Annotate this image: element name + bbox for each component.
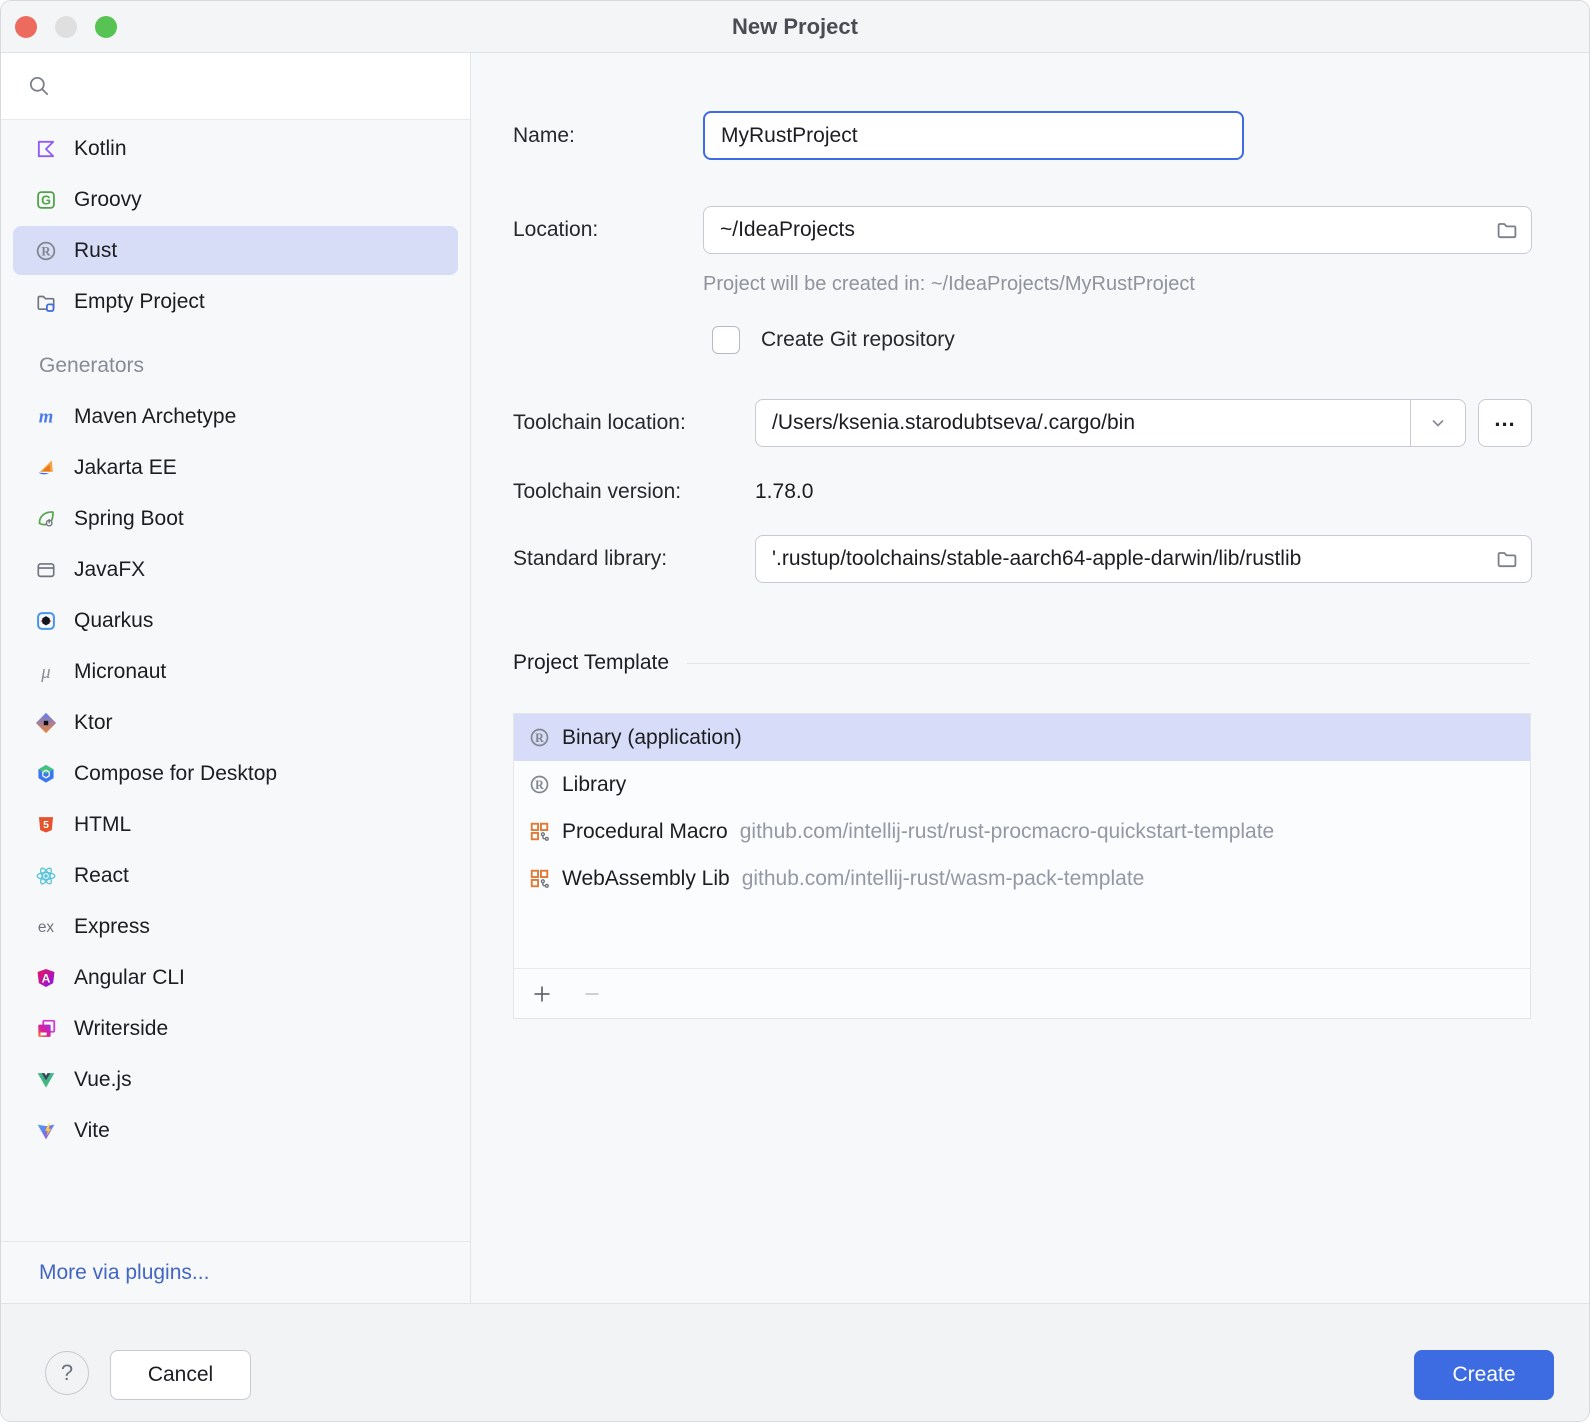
sidebar-item-writerside[interactable] [13, 1004, 458, 1053]
template-row-library[interactable] [514, 761, 1530, 808]
express-icon [35, 916, 57, 938]
add-template-button[interactable] [530, 982, 554, 1006]
template-repo-link: github.com/intellij-rust/rust-procmacro-quickstart-template [739, 819, 1275, 843]
toolchain-location-value: /Users/ksenia.starodubtseva/.cargo/bin [772, 411, 1136, 434]
sidebar-item-jakarta-ee[interactable] [13, 443, 458, 492]
toolchain-browse-button[interactable]: ... [1478, 399, 1532, 447]
main-panel [471, 53, 1589, 1303]
location-hint: Project will be created in: ~/IdeaProjects/MyRustProject [703, 273, 1195, 295]
svg-text:G: G [41, 193, 51, 208]
help-button[interactable]: ? [45, 1351, 89, 1395]
template-name: Library [562, 772, 627, 796]
search-field[interactable] [1, 53, 470, 120]
sidebar-item-label: Rust [74, 238, 118, 262]
sidebar-item-vuejs[interactable] [13, 1055, 458, 1104]
template-name: Binary (application) [562, 725, 742, 749]
sidebar-item-groovy[interactable] [13, 175, 458, 224]
micronaut-icon [35, 661, 57, 683]
template-row-binary-application[interactable] [514, 714, 1530, 761]
sidebar-item-label: Express [74, 914, 150, 938]
sidebar-item-label: Micronaut [74, 659, 167, 683]
sidebar-item-quarkus[interactable] [13, 596, 458, 645]
traffic-lights [15, 1, 117, 52]
sidebar-item-micronaut[interactable] [13, 647, 458, 696]
remove-template-button[interactable] [580, 982, 604, 1006]
jakarta-ee-icon [35, 457, 57, 479]
kotlin-icon [35, 138, 57, 160]
project-template-header [513, 651, 1530, 675]
stdlib-label: Standard library: [513, 547, 668, 570]
window-title: New Project [732, 13, 858, 39]
svg-text:R: R [41, 244, 51, 259]
create-button[interactable]: Create [1414, 1350, 1554, 1400]
html5-icon [35, 814, 57, 836]
sidebar-item-label: Kotlin [74, 136, 127, 160]
sidebar-item-html[interactable] [13, 800, 458, 849]
maven-archetype-icon [35, 406, 57, 428]
svg-text:m: m [38, 406, 54, 427]
sidebar-item-label: Empty Project [74, 289, 205, 313]
cancel-button[interactable]: Cancel [110, 1350, 251, 1400]
vuejs-icon [35, 1069, 57, 1091]
template-toolbar [514, 968, 1530, 1018]
location-label: Location: [513, 218, 599, 241]
location-input[interactable] [703, 206, 1532, 254]
sidebar-item-label: Quarkus [74, 608, 154, 632]
vite-icon [35, 1120, 57, 1142]
javafx-icon [35, 559, 57, 581]
compose-icon [35, 763, 57, 785]
ktor-icon [35, 712, 57, 734]
zoom-window-button[interactable] [95, 16, 117, 38]
writerside-icon [35, 1018, 57, 1040]
stdlib-input[interactable]: '.rustup/toolchains/stable-aarch64-apple-darwin/lib/rustlib [755, 535, 1532, 583]
template-list [513, 713, 1531, 1019]
sidebar-item-label: Ktor [74, 710, 113, 734]
svg-text:5: 5 [43, 819, 49, 831]
template-row-procedural-macro[interactable] [514, 808, 1530, 855]
sidebar-item-angular-cli[interactable] [13, 953, 458, 1002]
sidebar [1, 53, 471, 1303]
sidebar-item-label: Spring Boot [74, 506, 184, 530]
toolchain-dropdown-button[interactable] [1410, 400, 1465, 446]
groovy-icon [35, 189, 57, 211]
titlebar [1, 1, 1589, 53]
sidebar-item-label: Jakarta EE [74, 455, 177, 479]
sidebar-item-compose-for-desktop[interactable] [13, 749, 458, 798]
generators-header: Generators [39, 354, 145, 377]
template-row-webassembly-lib[interactable] [514, 855, 1530, 902]
toolchain-version-label: Toolchain version: [513, 480, 682, 503]
svg-text:R: R [534, 777, 544, 792]
template-name: Procedural Macro [562, 819, 728, 843]
sidebar-item-label: HTML [74, 812, 132, 836]
angular-icon [35, 967, 57, 989]
search-icon [27, 74, 51, 98]
sidebar-item-maven-archetype[interactable] [13, 392, 458, 441]
git-checkbox-label: Create Git repository [761, 328, 955, 351]
template-name: WebAssembly Lib [562, 866, 730, 890]
sidebar-item-javafx[interactable] [13, 545, 458, 594]
sidebar-item-label: Compose for Desktop [74, 761, 278, 785]
quarkus-icon [35, 610, 57, 632]
sidebar-item-label: Vite [74, 1118, 110, 1142]
name-label: Name: [513, 124, 575, 147]
git-checkbox[interactable] [712, 326, 740, 354]
sidebar-item-label: Vue.js [74, 1067, 132, 1091]
more-via-plugins-link[interactable]: More via plugins... [39, 1260, 210, 1284]
sidebar-item-label: Groovy [74, 187, 142, 211]
sidebar-item-label: JavaFX [74, 557, 146, 581]
rust-icon [35, 240, 57, 262]
sidebar-item-label: Writerside [74, 1016, 169, 1040]
sidebar-item-rust[interactable] [13, 226, 458, 275]
sidebar-item-express[interactable] [13, 902, 458, 951]
browse-location-folder-icon[interactable] [1495, 218, 1519, 242]
toolchain-location-label: Toolchain location: [513, 411, 686, 434]
svg-text:ex: ex [37, 918, 55, 936]
sidebar-item-label: React [74, 863, 129, 887]
close-window-button[interactable] [15, 16, 37, 38]
rust-icon [528, 727, 550, 749]
section-divider [687, 663, 1530, 664]
template-repo-link: github.com/intellij-rust/wasm-pack-template [741, 866, 1145, 890]
template-repo-icon [528, 868, 550, 890]
sidebar-item-ktor[interactable] [13, 698, 458, 747]
sidebar-footer [1, 1241, 470, 1303]
svg-text:A: A [41, 970, 51, 985]
spring-boot-icon [35, 508, 57, 530]
sidebar-item-react[interactable] [13, 851, 458, 900]
toolchain-location-combobox[interactable] [755, 399, 1466, 447]
sidebar-item-vite[interactable] [13, 1106, 458, 1155]
sidebar-item-kotlin[interactable] [13, 124, 458, 173]
name-input[interactable] [703, 111, 1244, 160]
sidebar-item-spring-boot[interactable] [13, 494, 458, 543]
minimize-window-button[interactable] [55, 16, 77, 38]
language-list [1, 120, 470, 1303]
empty-project-icon [35, 291, 57, 313]
chevron-down-icon [1428, 413, 1448, 433]
react-icon [35, 865, 57, 887]
project-template-title: Project Template [513, 651, 670, 674]
template-repo-icon [528, 821, 550, 843]
sidebar-item-empty-project[interactable] [13, 277, 458, 326]
sidebar-item-label: Angular CLI [74, 965, 185, 989]
dialog-footer [1, 1303, 1589, 1422]
svg-text:R: R [534, 730, 544, 745]
rust-icon [528, 774, 550, 796]
toolchain-version-value: 1.78.0 [755, 480, 814, 503]
svg-text:μ: μ [41, 661, 51, 683]
sidebar-item-label: Maven Archetype [74, 404, 237, 428]
browse-stdlib-folder-icon[interactable] [1495, 547, 1519, 571]
